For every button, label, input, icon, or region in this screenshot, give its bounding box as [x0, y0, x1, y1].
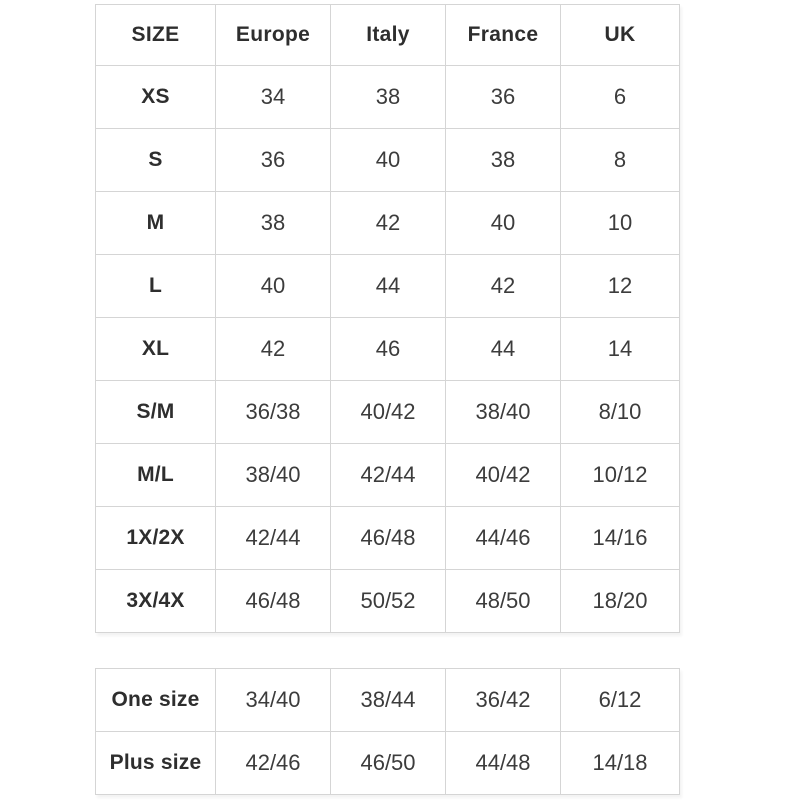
- row-label: S/M: [96, 381, 216, 444]
- cell-uk: 6: [561, 66, 680, 129]
- cell-france: 36: [446, 66, 561, 129]
- cell-europe: 38/40: [216, 444, 331, 507]
- column-header-europe: Europe: [216, 5, 331, 66]
- cell-uk: 14: [561, 318, 680, 381]
- cell-europe: 42: [216, 318, 331, 381]
- row-label: XL: [96, 318, 216, 381]
- special-sizes-table: [95, 668, 680, 795]
- cell-italy: 42/44: [331, 444, 446, 507]
- cell-france: 44: [446, 318, 561, 381]
- table-row-plus-size: [96, 732, 680, 795]
- cell-france: 42: [446, 255, 561, 318]
- row-label: 3X/4X: [96, 570, 216, 633]
- cell-uk: 8: [561, 129, 680, 192]
- cell-uk: 8/10: [561, 381, 680, 444]
- cell-italy: 46/50: [331, 732, 446, 795]
- table-row-one-size: [96, 669, 680, 732]
- cell-france: 44/46: [446, 507, 561, 570]
- cell-italy: 40/42: [331, 381, 446, 444]
- table-row-xl: [96, 318, 680, 381]
- cell-uk: 10: [561, 192, 680, 255]
- cell-europe: 40: [216, 255, 331, 318]
- cell-europe: 42/44: [216, 507, 331, 570]
- cell-europe: 36: [216, 129, 331, 192]
- table-row-1x2x: [96, 507, 680, 570]
- cell-uk: 14/18: [561, 732, 680, 795]
- table-row-3x4x: [96, 570, 680, 633]
- table-row-xs: [96, 66, 680, 129]
- row-label: XS: [96, 66, 216, 129]
- row-label: L: [96, 255, 216, 318]
- cell-france: 38/40: [446, 381, 561, 444]
- cell-italy: 46: [331, 318, 446, 381]
- cell-italy: 46/48: [331, 507, 446, 570]
- row-label: M/L: [96, 444, 216, 507]
- header-row: [96, 5, 680, 66]
- cell-italy: 38/44: [331, 669, 446, 732]
- cell-italy: 50/52: [331, 570, 446, 633]
- cell-italy: 44: [331, 255, 446, 318]
- cell-uk: 14/16: [561, 507, 680, 570]
- cell-france: 40: [446, 192, 561, 255]
- row-label: S: [96, 129, 216, 192]
- cell-italy: 38: [331, 66, 446, 129]
- cell-europe: 34/40: [216, 669, 331, 732]
- cell-europe: 42/46: [216, 732, 331, 795]
- table-row-ml: [96, 444, 680, 507]
- cell-france: 38: [446, 129, 561, 192]
- cell-italy: 40: [331, 129, 446, 192]
- row-label: M: [96, 192, 216, 255]
- cell-uk: 10/12: [561, 444, 680, 507]
- table-row-m: [96, 192, 680, 255]
- column-header-italy: Italy: [331, 5, 446, 66]
- row-label: One size: [96, 669, 216, 732]
- row-label: 1X/2X: [96, 507, 216, 570]
- column-header-size: SIZE: [96, 5, 216, 66]
- cell-uk: 12: [561, 255, 680, 318]
- table-row-s: [96, 129, 680, 192]
- cell-france: 36/42: [446, 669, 561, 732]
- cell-france: 48/50: [446, 570, 561, 633]
- cell-europe: 38: [216, 192, 331, 255]
- cell-europe: 36/38: [216, 381, 331, 444]
- cell-europe: 46/48: [216, 570, 331, 633]
- cell-uk: 18/20: [561, 570, 680, 633]
- cell-italy: 42: [331, 192, 446, 255]
- row-label: Plus size: [96, 732, 216, 795]
- column-header-uk: UK: [561, 5, 680, 66]
- cell-uk: 6/12: [561, 669, 680, 732]
- table-row-sm: [96, 381, 680, 444]
- table-row-l: [96, 255, 680, 318]
- size-conversion-table: [95, 4, 680, 633]
- cell-europe: 34: [216, 66, 331, 129]
- cell-france: 40/42: [446, 444, 561, 507]
- cell-france: 44/48: [446, 732, 561, 795]
- column-header-france: France: [446, 5, 561, 66]
